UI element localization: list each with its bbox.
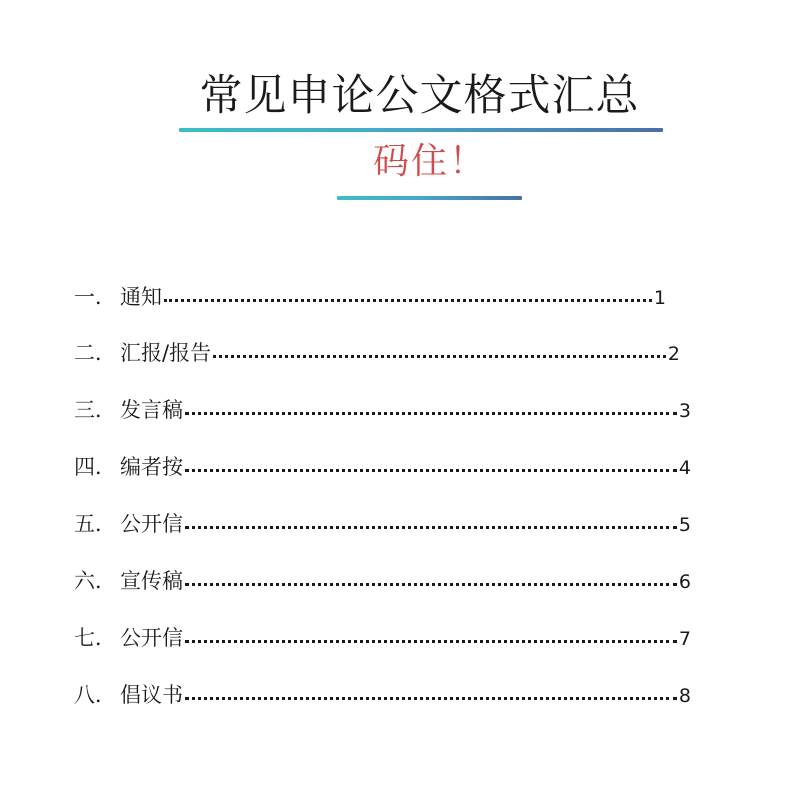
document-subtitle: 码住！	[372, 141, 487, 182]
toc-item-label: 宣传稿	[120, 569, 183, 593]
subtitle-underline	[337, 196, 522, 200]
toc-item-page: 1	[653, 287, 666, 309]
toc-item-label: 通知	[120, 285, 162, 309]
toc-item-page: 4	[678, 457, 691, 479]
toc-item[interactable]	[74, 564, 691, 598]
toc-item-number: 一．	[74, 285, 116, 309]
toc-item-page: 3	[678, 400, 691, 422]
toc-item-page: 6	[678, 571, 691, 593]
toc-item-number: 三．	[74, 398, 116, 422]
toc-item[interactable]	[74, 336, 680, 370]
toc-item[interactable]	[74, 507, 691, 541]
toc-item-label: 公开信	[120, 626, 183, 650]
toc-item-label: 汇报/报告	[120, 341, 212, 365]
toc-item-number: 五．	[74, 512, 116, 536]
toc-item-number: 六．	[74, 569, 116, 593]
toc-item[interactable]	[74, 393, 691, 427]
toc-item-page: 8	[678, 685, 691, 707]
toc-dot-leader	[185, 468, 677, 472]
toc-dot-leader	[185, 639, 677, 643]
toc-item[interactable]	[74, 450, 691, 484]
toc-item[interactable]	[74, 621, 691, 655]
toc-item-label: 发言稿	[120, 398, 183, 422]
toc-dot-leader	[213, 354, 666, 358]
toc-item-label: 倡议书	[120, 683, 183, 707]
toc-item-number: 四．	[74, 455, 116, 479]
toc-item-page: 7	[678, 628, 691, 650]
toc-item-number: 八．	[74, 683, 116, 707]
toc-item-label: 编者按	[120, 455, 183, 479]
document-title: 常见申论公文格式汇总	[199, 71, 640, 121]
toc-item[interactable]	[74, 280, 666, 314]
toc-dot-leader	[164, 298, 652, 302]
toc-dot-leader	[185, 582, 677, 586]
toc-dot-leader	[185, 525, 677, 529]
toc-item-number: 二．	[74, 341, 116, 365]
toc-item-label: 公开信	[120, 512, 183, 536]
title-underline	[179, 128, 663, 132]
toc-dot-leader	[185, 411, 677, 415]
toc-item-page: 2	[667, 343, 680, 365]
toc-dot-leader	[185, 696, 677, 700]
toc-item-page: 5	[678, 514, 691, 536]
toc-item[interactable]	[74, 678, 691, 712]
toc-item-number: 七．	[74, 626, 116, 650]
